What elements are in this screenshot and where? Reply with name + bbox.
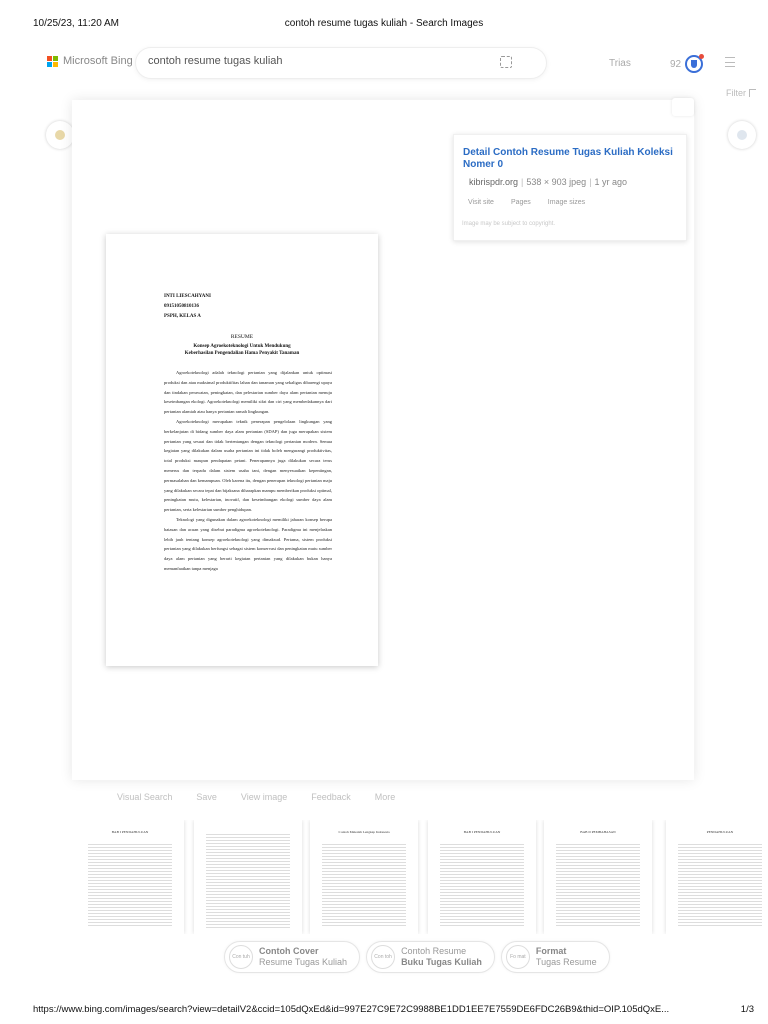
- thumb-text-lines: [206, 834, 290, 928]
- thumb-heading: BAB I PENDAHULUAN: [463, 830, 501, 834]
- related-image-thumb[interactable]: [428, 820, 536, 934]
- print-url: https://www.bing.com/images/search?view=detailV2&ccid=105dQxEd&id=997E27C9E72C9988BE1DD1EE7E7559DE6FDC26B9&thid=OIP.105dQxE...: [33, 1004, 670, 1015]
- filter-icon: [749, 89, 756, 97]
- microsoft-logo-icon: [47, 56, 58, 67]
- visual-search-icon[interactable]: [500, 56, 512, 68]
- filter-button[interactable]: [726, 88, 756, 98]
- copyright-note: Image may be subject to copyright.: [462, 221, 556, 227]
- doc-author-name: INTI LIESCAHYANI: [164, 294, 211, 299]
- view-image-button[interactable]: View image: [240, 792, 288, 802]
- main-image[interactable]: [106, 234, 378, 666]
- feedback-button[interactable]: Feedback: [311, 792, 351, 802]
- previous-image-thumb[interactable]: [46, 121, 74, 149]
- next-thumb-image: [737, 130, 747, 140]
- related-search-text: [401, 946, 482, 968]
- thumb-text-lines: [440, 844, 524, 928]
- print-footer: [0, 1000, 768, 1024]
- related-search-pill[interactable]: [366, 941, 495, 973]
- doc-paragraph: Agroekoteknologi merupakan teknik penerapan pengelolaan lingkungan yang berkelanjutan di bidang sumber daya alam pertanian (SDAP) dan juga merupakan sistem pertanian yang sesuai dan tidak bertentangan dengan teknologi pertanian modern. Semua kegiatan yang dilakukan dalam usaha pertanian ini tidak boleh mengurangi produktivitas, total produksi maupun pendapatan petani. Penerapannya juga dilakukan secara terus menerus dan terpadu dalam sistem usaha tani, dengan menyesuaikan kepentingan, permasalahan dan kemampuan. Oleh karena itu, dengan penerapan teknologi pertanian maju yang dilakukan secara tepat dan bijaksana diharapkan mampu memberikan produksi optimal, peningkatan mutu, kelestarian, inovatif, dan keseimbangan ekologi sumber daya alam pertanian, serta kelestarian sumber penghidupan.: [164, 418, 332, 513]
- thumb-heading: PENDAHULUAN: [706, 830, 734, 834]
- related-image-thumb[interactable]: [544, 820, 652, 934]
- doc-paragraph: Teknologi yang digunakan dalam agroekoteknologi memiliki jaharan konsep berupa batasan dan acuan yang disebut paradigma agroekoteknologi. Paradigma ini menjelaskan lebih jauh tentang konsep agroekoteknologi yang dimaksud. Pertama, sistem produksi pertanian yang dilakukan berfungsi sebagai sistem konservasi dan peningkatan mutu sumber daya alam pertanian yang berarti kegiatan pertanian yang dilakukan bukan hanya memanfaatkan tanpa menjaga: [164, 516, 332, 571]
- thumb-heading: BAB I PENDAHULUAN: [111, 830, 149, 834]
- related-search-line: Buku Tugas Kuliah: [401, 957, 482, 967]
- image-detail-tabs: [468, 199, 585, 206]
- print-header: [0, 0, 768, 34]
- related-search-line: Resume Tugas Kuliah: [259, 957, 348, 967]
- related-search-line: Contoh Resume: [401, 946, 467, 956]
- notification-dot-icon: [699, 54, 704, 59]
- related-search-line: Contoh Cover: [259, 946, 319, 956]
- doc-author-block: [164, 292, 211, 322]
- thumb-text-lines: [556, 844, 640, 928]
- thumb-heading: BAB II PEMBAHASAN: [580, 830, 616, 834]
- brand-name: Microsoft Bing: [63, 55, 133, 67]
- related-thumb-icon: Con toh: [371, 945, 395, 969]
- separator: |: [521, 177, 524, 187]
- image-details-card: [453, 134, 687, 241]
- related-search-pill[interactable]: [224, 941, 360, 973]
- related-search-text: [259, 946, 347, 968]
- related-search-line: Tugas Resume: [535, 957, 597, 967]
- rewards-points: 92: [670, 58, 682, 70]
- print-datetime: 10/25/23, 11:20 AM: [33, 18, 119, 29]
- image-title-link[interactable]: Detail Contoh Resume Tugas Kuliah Koleksi Nomer 0: [463, 147, 673, 170]
- next-image-thumb[interactable]: [728, 121, 756, 149]
- image-actions-bar: [117, 792, 395, 802]
- rewards-button[interactable]: [670, 55, 703, 73]
- related-image-thumb[interactable]: [194, 820, 302, 934]
- related-thumb-icon: Fo mat: [506, 945, 530, 969]
- doc-title: [106, 343, 378, 357]
- related-thumb-icon: Con tuh: [229, 945, 253, 969]
- source-domain[interactable]: kibrispdr.org: [469, 177, 519, 187]
- visual-search-button[interactable]: Visual Search: [117, 792, 173, 802]
- tab-visit-site[interactable]: Visit site: [468, 199, 494, 206]
- search-input[interactable]: [148, 55, 468, 67]
- image-dimensions: 538 × 903 jpeg: [526, 177, 587, 187]
- thumb-text-lines: [678, 844, 762, 928]
- bing-logo[interactable]: [47, 55, 133, 67]
- save-button[interactable]: Save: [196, 792, 217, 802]
- tab-pages[interactable]: Pages: [510, 199, 531, 206]
- separator: |: [589, 177, 592, 187]
- close-viewer-button[interactable]: [672, 98, 694, 116]
- search-box[interactable]: [136, 48, 546, 78]
- related-images-strip: [76, 820, 768, 934]
- doc-class: PSPH, KELAS A: [164, 314, 201, 319]
- thumb-text-lines: [322, 844, 406, 928]
- image-age: 1 yr ago: [594, 177, 628, 187]
- related-image-thumb[interactable]: [76, 820, 184, 934]
- related-searches: [224, 941, 610, 973]
- more-button[interactable]: More: [374, 792, 396, 802]
- thumb-heading: Contoh Makalah Lengkap Indonesia: [338, 830, 390, 834]
- related-search-pill[interactable]: [501, 941, 610, 973]
- related-image-thumb[interactable]: [666, 820, 768, 934]
- doc-body: [164, 368, 332, 574]
- thumb-text-lines: [88, 844, 172, 928]
- doc-title-line: Konsep Agroekoteknologi Untuk Mendukung: [193, 344, 291, 349]
- related-image-thumb[interactable]: [310, 820, 418, 934]
- user-name[interactable]: Trias: [609, 58, 631, 69]
- doc-heading: RESUME: [230, 334, 254, 340]
- image-viewer: [72, 100, 694, 780]
- bing-top-bar: [33, 44, 768, 82]
- related-search-text: [536, 946, 597, 968]
- related-search-line: Format: [535, 946, 567, 956]
- doc-title-line: Keberhasilan Pengendalian Hama Penyakit Tanaman: [184, 351, 300, 356]
- doc-paragraph: Agroekoteknologi adalah teknologi pertanian yang dijalankan untuk optimasi produksi dan atau maksimal produktifitas lahan dan tanaman yang sekaligus dibarengi upaya dan tindakan perawatan, peningkatan, dan pelestarian sumber daya alam pertanian menuju keseimbangan ekologi. Agroekoteknologi memiliki sifat dan ciri yang membedakannya dari pertanian alamiah atau hanya pertanian ramah lingkungan.: [164, 370, 332, 415]
- print-page-number: 1/3: [740, 1004, 754, 1015]
- doc-student-id: 09151050810136: [164, 304, 199, 309]
- previous-thumb-image: [55, 130, 65, 140]
- menu-icon[interactable]: [725, 57, 735, 67]
- filter-label: Filter: [726, 88, 746, 98]
- print-page-title: contoh resume tugas kuliah - Search Images: [284, 18, 484, 29]
- rewards-trophy-icon: [685, 55, 703, 73]
- image-source-line: [463, 177, 627, 187]
- tab-image-sizes[interactable]: Image sizes: [547, 199, 586, 206]
